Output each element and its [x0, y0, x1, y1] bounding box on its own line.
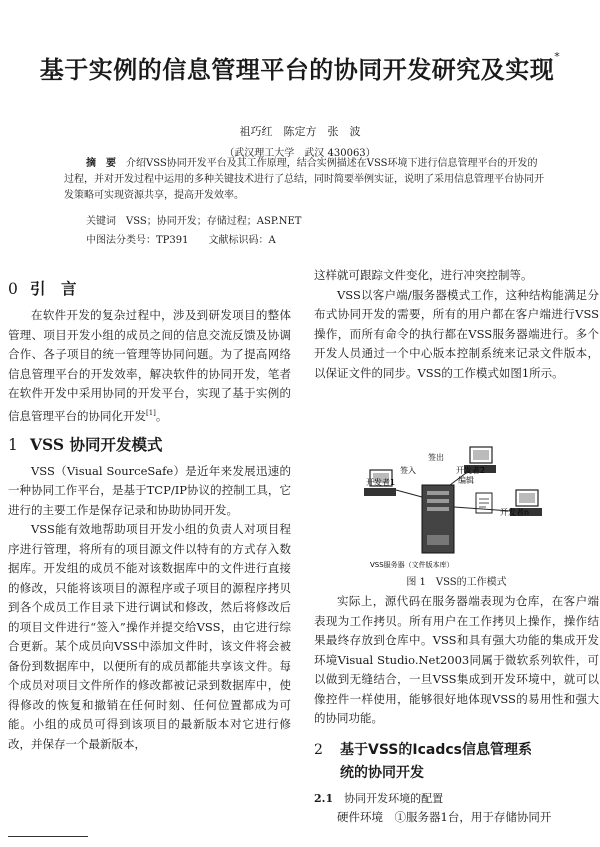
abstract-text: 介绍VSS协同开发平台及其工作原理，结合实例描述在VSS环境下进行信息管理平台的开发的过程，并对开发过程中运用的多种关键技术进行了总结，同时简要举例实证，说明了采用信息管理平台协同开发策略可实现资源共享，提高开发效率。 — [64, 158, 544, 201]
affiliation: （武汉理工大学 武汉 430063） — [224, 148, 376, 159]
figure-vss-work-mode — [330, 445, 590, 575]
label-devn: 开发者n — [500, 508, 530, 517]
section-2-heading: 2 基于VSS的Icadcs信息管理系 统的协同开发 — [314, 741, 532, 781]
abstract — [64, 156, 544, 204]
right-column-bottom — [314, 592, 599, 824]
label-checkout: 签出 — [428, 453, 444, 462]
right-paragraph-0: 这样就可跟踪文件变化，进行冲突控制等。 — [314, 268, 533, 282]
server-icon — [422, 485, 454, 553]
arrow-checkin — [396, 490, 422, 497]
label-dev1: 开发者1 — [366, 478, 396, 487]
right-paragraph-3: 硬件环境 ①服务器1台，用于存储协同开 — [337, 810, 552, 824]
section-0-heading: 0 引 言 — [8, 279, 77, 298]
paper-title: 基于实例的信息管理平台的协同开发研究及实现* — [39, 50, 561, 84]
authors: 祖巧红 陈定方 张 波 — [239, 125, 361, 138]
left-column — [8, 278, 291, 754]
title-footnote-mark: * — [554, 50, 561, 63]
classification: 中图法分类号：TP391 文献标识码：A — [86, 235, 276, 246]
label-server: VSS服务器（文件版本库） — [370, 561, 454, 569]
section-1-paragraph-2: VSS能有效地帮助项目开发小组的负责人对项目程序进行管理，将所有的项目源文件以特有的方式存入数据库。开发组的成员不能对该数据库中的文件进行直接的修改，只能将该项目的源程序或子项目的源程序拷贝到各个成员工作目录下进行调试和修改，然后将修改后的项目文件进行“签入”操作并提交给VSS，由它进行综合更新。某个成员向VSS中添加文件时，该文件将会被备份到数据库中，以便所有的成员都能共享该文件。每个成员对项目文件所作的修改都被记录到数据库中，使得修改的恢复和撤销在任何时刻、任何位置都成为可能。小组的成员可得到该项目的最新版本对它进行修改，并保存一个最新版本， — [8, 522, 291, 751]
label-dev2: 开发者2 — [456, 466, 486, 475]
right-paragraph-2: 实际上，源代码在服务器端表现为仓库，在客户端表现为工作拷贝。所有用户在工作拷贝上操作，操作结果最终存放到仓库中。VSS和具有强大功能的集成开发环境Visual Studio.Net2003同属于微软系列软件，可以做到无缝结合，一旦VSS集成到开发环境中，就可以像控件一样使用，能够很好地体现VSS的易用性和强大的协同功能。 — [314, 594, 599, 725]
right-paragraph-1: VSS以客户端/服务器模式工作，这种结构能满足分布式协同开发的需要，所有的用户都在客户端进行VSS操作，而所有命令的执行都在VSS服务器端进行。多个开发人员通过一个中心版本控制系统来记录文件版本，以保证文件的同步。VSS的工作模式如图1所示。 — [314, 287, 599, 380]
keywords: 关键词 VSS；协同开发；存储过程；ASP.NET — [86, 216, 302, 227]
footnote-divider — [8, 836, 88, 837]
section-1-paragraph-1: VSS（Visual SourceSafe）是近年来发展迅速的一种协同工作平台，是基于TCP/IP协议的控制工具，它进行的主要工作是保存记录和协助协同开发。 — [8, 463, 291, 517]
abstract-label: 摘 要 — [86, 158, 116, 169]
label-edit: 编辑 — [458, 476, 474, 485]
right-column-top — [314, 266, 599, 383]
section-0-paragraph: 在软件开发的复杂过程中，涉及到研发项目的整体管理、项目开发小组的成员之间的信息交流反馈及协调合作、各子项目的统一管理等协同问题。为了提高网络信息管理平台的开发效率，解决软件的协同开发，笔者在软件开发中采用协同的开发平台，实现了基于实例的信息管理平台的协同化开发[1]。 — [8, 308, 291, 423]
section-1-heading: 1 VSS 协同开发模式 — [8, 434, 163, 454]
label-checkin: 签入 — [400, 466, 416, 475]
citation-ref: [1] — [146, 408, 156, 417]
section-2-1-heading: 2.1 协同开发环境的配置 — [314, 791, 444, 805]
figure-caption: 图 1 VSS的工作模式 — [406, 577, 507, 588]
